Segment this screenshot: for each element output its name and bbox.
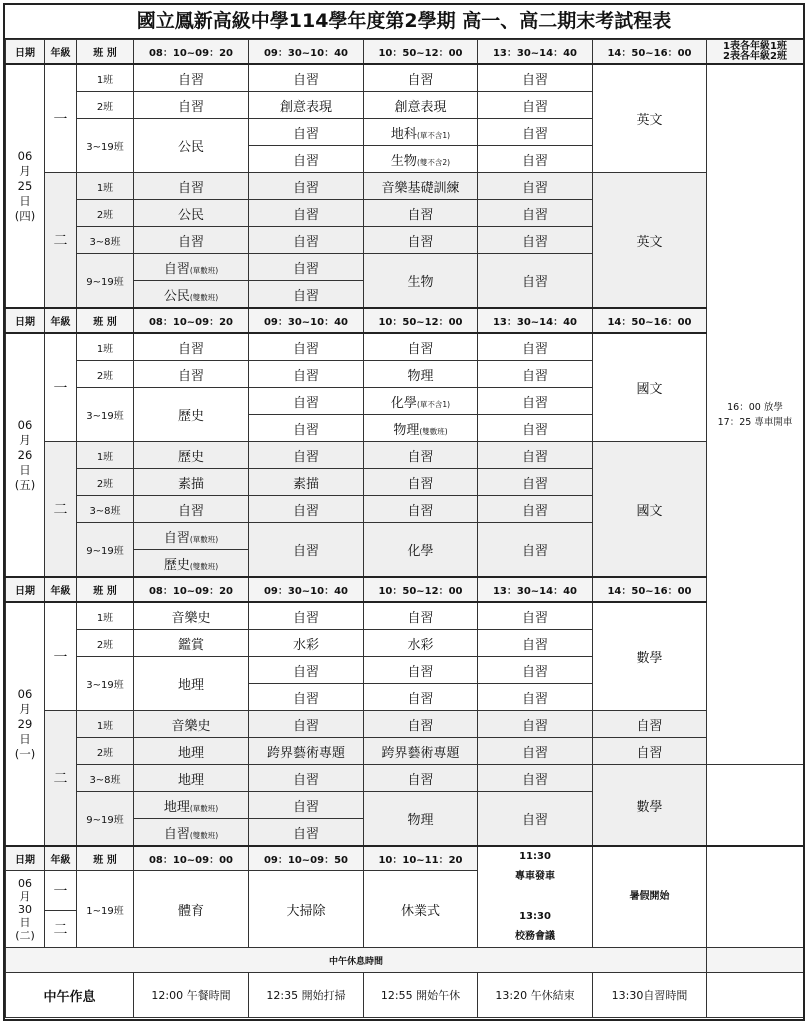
subject-cell: 休業式 (364, 871, 478, 948)
subject-cell: 自習 (249, 64, 364, 92)
subject-cell: 地理(單數班) (134, 792, 249, 819)
page-title: 國立鳳新高級中學114學年度第2學期 高一、高二期末考試程表 (5, 5, 803, 39)
subject-cell: 自習(單數班) (134, 254, 249, 281)
header-row (6, 308, 804, 333)
class-cell: 1班 (77, 64, 134, 92)
subject-cell: 生物 (364, 254, 478, 309)
lunch-item-empty (707, 973, 804, 1018)
subject-cell: 音樂史 (134, 711, 249, 738)
subject-cell: 創意表現 (249, 92, 364, 119)
subject-cell: 自習 (249, 765, 364, 792)
lunch-item: 13:20 午休結束 (478, 973, 593, 1018)
subject-cell: 自習 (478, 684, 593, 711)
subject-cell: 自習 (478, 469, 593, 496)
subject-cell: 歷史(雙數班) (134, 550, 249, 578)
subject-cell: 素描 (249, 469, 364, 496)
subject-cell: 物理 (364, 792, 478, 847)
subject-cell: 自習 (478, 388, 593, 415)
subject-cell: 自習 (478, 64, 593, 92)
table-row (6, 711, 804, 738)
grade-cell: 二 (45, 442, 77, 578)
class-cell: 3~19班 (77, 657, 134, 711)
header-class: 班 別 (77, 577, 134, 602)
subject-cell: 自習 (249, 523, 364, 578)
subject-cell: 自習 (364, 227, 478, 254)
subject-cell: 自習 (364, 64, 478, 92)
subject-cell: 自習 (134, 92, 249, 119)
header-slot: 10：50~12：00 (364, 40, 478, 65)
subject-cell: 鑑賞 (134, 630, 249, 657)
subject-cell: 自習 (134, 64, 249, 92)
header-slot: 08：10~09：20 (134, 308, 249, 333)
subject-cell: 自習 (249, 146, 364, 173)
subject-cell: 自習(雙數班) (134, 819, 249, 847)
table-row (6, 738, 804, 765)
header-date: 日期 (6, 40, 45, 65)
afternoon-cell: 11:30 專車發車 13:30 校務會議 (478, 846, 593, 948)
subject-cell: 自習 (478, 227, 593, 254)
subject-cell: 地理 (134, 765, 249, 792)
exam-schedule-sheet (3, 3, 805, 1021)
class-cell: 2班 (77, 200, 134, 227)
subject-cell: 物理(雙數班) (364, 415, 478, 442)
exam-schedule-table (5, 39, 804, 1018)
subject-cell: 創意表現 (364, 92, 478, 119)
subject-cell: 音樂基礎訓練 (364, 173, 478, 200)
note-line: 2表各年級2班 (723, 50, 787, 62)
subject-cell: 化學 (364, 523, 478, 578)
subject-cell: 自習 (134, 333, 249, 361)
subject-cell: 自習 (478, 415, 593, 442)
header-row (6, 577, 804, 602)
header-grade: 年級 (45, 40, 77, 65)
class-cell: 3~8班 (77, 227, 134, 254)
grade-cell: 一 (45, 871, 77, 911)
date-cell: 06 月 30 日 (二) (6, 871, 45, 948)
header-class: 班 別 (77, 846, 134, 871)
subject-cell: 自習 (478, 496, 593, 523)
subject-cell: 自習 (249, 684, 364, 711)
subject-cell: 自習 (364, 602, 478, 630)
subject-cell: 自習 (478, 119, 593, 146)
header-slot: 08：10~09：00 (134, 846, 249, 871)
subject-cell: 國文 (593, 333, 707, 442)
subject-cell: 自習 (478, 630, 593, 657)
subject-cell: 自習 (249, 442, 364, 469)
subject-cell: 自習 (364, 333, 478, 361)
header-slot: 10：10~11：20 (364, 846, 478, 871)
subject-cell: 自習 (249, 361, 364, 388)
subject-cell: 自習 (478, 711, 593, 738)
vacation-cell: 暑假開始 (593, 846, 707, 948)
subject-cell: 自習 (249, 281, 364, 309)
header-slot: 09：30~10：40 (249, 308, 364, 333)
subject-cell: 自習 (364, 711, 478, 738)
header-slot: 09：10~09：50 (249, 846, 364, 871)
header-slot: 10：50~12：00 (364, 308, 478, 333)
table-row (6, 765, 804, 792)
header-slot: 09：30~10：40 (249, 577, 364, 602)
subject-cell: 自習 (478, 657, 593, 684)
note-line: 1表各年級1班 (723, 40, 787, 52)
subject-cell: 英文 (593, 64, 707, 173)
lunch-row (6, 973, 804, 1018)
subject-cell: 自習 (478, 333, 593, 361)
class-cell: 9~19班 (77, 792, 134, 847)
subject-cell: 公民 (134, 200, 249, 227)
subject-cell: 自習 (364, 657, 478, 684)
lunch-bar: 中午休息時間 (6, 948, 707, 973)
subject-cell: 歷史 (134, 442, 249, 469)
subject-cell: 跨界藝術專題 (364, 738, 478, 765)
subject-cell: 音樂史 (134, 602, 249, 630)
notes-cell-empty (707, 846, 804, 948)
subject-cell: 地科(單不含1) (364, 119, 478, 146)
lunch-item: 13:30自習時間 (593, 973, 707, 1018)
subject-cell: 自習 (478, 200, 593, 227)
header-slot: 14：50~16：00 (593, 40, 707, 65)
header-date: 日期 (6, 846, 45, 871)
class-cell: 2班 (77, 630, 134, 657)
header-notes (707, 40, 804, 65)
subject-cell: 自習 (478, 173, 593, 200)
header-class: 班 別 (77, 308, 134, 333)
subject-cell: 自習 (249, 333, 364, 361)
subject-cell: 自習 (249, 496, 364, 523)
subject-cell: 數學 (593, 765, 707, 847)
subject-cell: 化學(單不含1) (364, 388, 478, 415)
subject-cell: 自習 (364, 442, 478, 469)
class-cell: 2班 (77, 469, 134, 496)
subject-cell: 自習 (478, 361, 593, 388)
lunch-item: 12:35 開始打掃 (249, 973, 364, 1018)
subject-cell: 水彩 (364, 630, 478, 657)
subject-cell: 自習 (249, 819, 364, 847)
header-class: 班 別 (77, 40, 134, 65)
subject-cell: 自習 (249, 602, 364, 630)
subject-cell: 自習 (478, 92, 593, 119)
subject-cell: 自習 (249, 711, 364, 738)
header-slot: 08：10~09：20 (134, 577, 249, 602)
date-cell: 06 月 29 日 (一) (6, 602, 45, 846)
class-cell: 3~8班 (77, 496, 134, 523)
subject-cell: 自習 (478, 602, 593, 630)
notes-cell: 16：00 放學 17：25 專車開車 (707, 64, 804, 765)
lunch-item: 12:55 開始午休 (364, 973, 478, 1018)
header-slot: 14：50~16：00 (593, 577, 707, 602)
class-cell: 3~19班 (77, 388, 134, 442)
subject-cell: 英文 (593, 173, 707, 309)
subject-cell: 自習 (249, 227, 364, 254)
grade-cell: 一 (45, 333, 77, 442)
header-slot: 14：50~16：00 (593, 308, 707, 333)
table-row (6, 64, 804, 92)
header-row (6, 40, 804, 65)
subject-cell: 自習 (249, 415, 364, 442)
class-cell: 3~19班 (77, 119, 134, 173)
lunch-bar-empty (707, 948, 804, 973)
subject-cell: 自習 (249, 792, 364, 819)
header-grade: 年級 (45, 577, 77, 602)
subject-cell: 素描 (134, 469, 249, 496)
header-grade: 年級 (45, 308, 77, 333)
grade-cell: 二 (45, 711, 77, 847)
subject-cell: 公民 (134, 119, 249, 173)
subject-cell: 國文 (593, 442, 707, 578)
subject-cell: 自習 (478, 442, 593, 469)
header-slot: 08：10~09：20 (134, 40, 249, 65)
grade-cell: 一 (45, 602, 77, 711)
subject-cell: 水彩 (249, 630, 364, 657)
table-row (6, 602, 804, 630)
date-cell: 06 月 25 日 (四) (6, 64, 45, 308)
class-cell: 9~19班 (77, 523, 134, 578)
subject-cell: 自習 (478, 765, 593, 792)
class-cell: 2班 (77, 738, 134, 765)
subject-cell: 跨界藝術專題 (249, 738, 364, 765)
subject-cell: 大掃除 (249, 871, 364, 948)
class-cell: 1~19班 (77, 871, 134, 948)
subject-cell: 自習 (478, 738, 593, 765)
header-slot: 10：50~12：00 (364, 577, 478, 602)
header-slot: 13：30~14：40 (478, 577, 593, 602)
subject-cell: 自習 (364, 684, 478, 711)
subject-cell: 自習 (364, 200, 478, 227)
subject-cell: 自習 (593, 711, 707, 738)
subject-cell: 自習 (478, 254, 593, 309)
table-row (6, 442, 804, 469)
table-row (6, 173, 804, 200)
subject-cell: 自習 (364, 469, 478, 496)
subject-cell: 公民(雙數班) (134, 281, 249, 309)
subject-cell: 自習 (249, 254, 364, 281)
table-row (6, 333, 804, 361)
lunch-bar-row (6, 948, 804, 973)
class-cell: 1班 (77, 333, 134, 361)
subject-cell: 地理 (134, 738, 249, 765)
subject-cell: 自習 (249, 200, 364, 227)
subject-cell: 自習 (134, 227, 249, 254)
class-cell: 1班 (77, 602, 134, 630)
header-date: 日期 (6, 308, 45, 333)
lunch-label: 中午作息 (6, 973, 134, 1018)
subject-cell: 自習 (134, 361, 249, 388)
subject-cell: 物理 (364, 361, 478, 388)
header-grade: 年級 (45, 846, 77, 871)
grade-cell: 二 (45, 911, 77, 948)
subject-cell: 歷史 (134, 388, 249, 442)
grade-cell: 二 (45, 173, 77, 309)
subject-cell: 數學 (593, 602, 707, 711)
date-cell: 06 月 26 日 (五) (6, 333, 45, 577)
subject-cell: 體育 (134, 871, 249, 948)
subject-cell: 自習 (364, 496, 478, 523)
grade-cell: 一 (45, 64, 77, 173)
class-cell: 1班 (77, 442, 134, 469)
subject-cell: 自習 (478, 792, 593, 847)
subject-cell: 自習(單數班) (134, 523, 249, 550)
header-slot: 13：30~14：40 (478, 40, 593, 65)
subject-cell: 自習 (478, 523, 593, 578)
subject-cell: 自習 (249, 119, 364, 146)
subject-cell: 自習 (134, 173, 249, 200)
subject-cell: 自習 (249, 657, 364, 684)
header-slot: 09：30~10：40 (249, 40, 364, 65)
class-cell: 2班 (77, 361, 134, 388)
subject-cell: 自習 (593, 738, 707, 765)
subject-cell: 自習 (478, 146, 593, 173)
subject-cell: 自習 (364, 765, 478, 792)
lunch-item: 12:00 午餐時間 (134, 973, 249, 1018)
subject-cell: 自習 (134, 496, 249, 523)
header-date: 日期 (6, 577, 45, 602)
class-cell: 1班 (77, 173, 134, 200)
class-cell: 1班 (77, 711, 134, 738)
subject-cell: 自習 (249, 173, 364, 200)
subject-cell: 生物(雙不含2) (364, 146, 478, 173)
header-slot: 13：30~14：40 (478, 308, 593, 333)
class-cell: 2班 (77, 92, 134, 119)
header-row (6, 846, 804, 871)
class-cell: 9~19班 (77, 254, 134, 309)
class-cell: 3~8班 (77, 765, 134, 792)
subject-cell: 地理 (134, 657, 249, 711)
subject-cell: 自習 (249, 388, 364, 415)
